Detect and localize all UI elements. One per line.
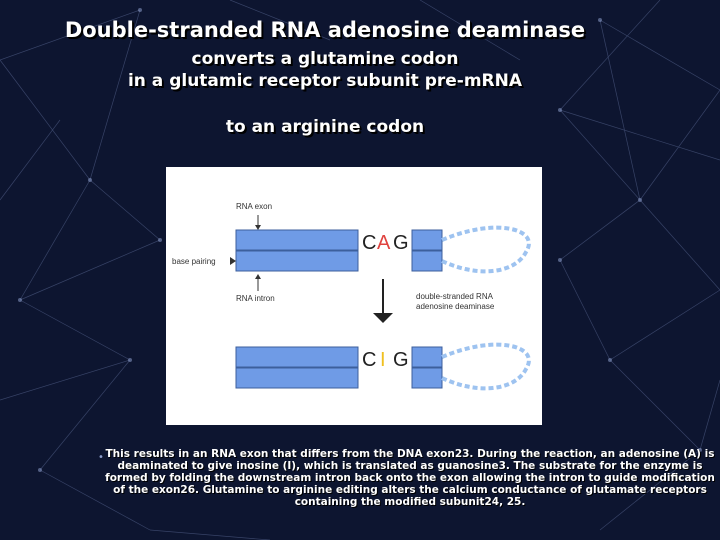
bottom-exon-strand bbox=[236, 347, 358, 367]
bottom-codon-first: C bbox=[362, 349, 377, 371]
base-pairing-label: base pairing bbox=[172, 257, 216, 266]
top-codon-adenosine: A bbox=[377, 232, 391, 254]
top-intron-loop bbox=[442, 228, 529, 272]
title-line-3: in a glutamic receptor subunit pre-mRNA bbox=[127, 71, 523, 91]
bullet-marker: • bbox=[98, 452, 104, 463]
top-intron-strand-right bbox=[412, 251, 442, 271]
title-line-1: Double-stranded RNA adenosine deaminase bbox=[64, 18, 586, 42]
rna-intron-pointer-head bbox=[255, 274, 261, 279]
base-pairing-pointer bbox=[230, 257, 236, 265]
rna-exon-pointer-head bbox=[255, 225, 261, 230]
bottom-codon-inosine: I bbox=[380, 349, 386, 371]
bottom-codon-last: G bbox=[393, 349, 409, 371]
top-codon-first: C bbox=[362, 232, 377, 254]
rna-editing-figure bbox=[166, 167, 542, 425]
enzyme-label-line2: adenosine deaminase bbox=[416, 302, 495, 311]
rna-exon-label: RNA exon bbox=[236, 202, 273, 211]
rna-editing-diagram bbox=[166, 167, 542, 425]
bottom-exon-strand-right bbox=[412, 347, 442, 367]
bottom-intron-strand bbox=[236, 368, 358, 388]
top-intron-strand bbox=[236, 251, 358, 271]
rna-intron-label: RNA intron bbox=[236, 294, 275, 303]
bottom-intron-loop bbox=[442, 345, 529, 389]
body-paragraph: This results in an RNA exon that differs from the DNA exon23. During the reaction, an adenosine (A) is deaminated to give inosine (I), which is translated as guanosine3. The substrate for the enzyme is formed by folding the downstream intron back onto the exon allowing the intron to guide modification of the exon26. Glutamine to arginine editing alters the calcium conductance of glutamate receptors containing the modified subunit24, 25. bbox=[105, 448, 715, 508]
top-codon-last: G bbox=[393, 232, 409, 254]
top-exon-strand-right bbox=[412, 230, 442, 250]
title-line-4: to an arginine codon bbox=[225, 117, 425, 137]
reaction-arrow-head bbox=[373, 313, 393, 323]
title-line-2: converts a glutamine codon bbox=[191, 49, 459, 69]
top-exon-strand bbox=[236, 230, 358, 250]
enzyme-label-line1: double-stranded RNA bbox=[416, 292, 493, 301]
bottom-intron-strand-right bbox=[412, 368, 442, 388]
